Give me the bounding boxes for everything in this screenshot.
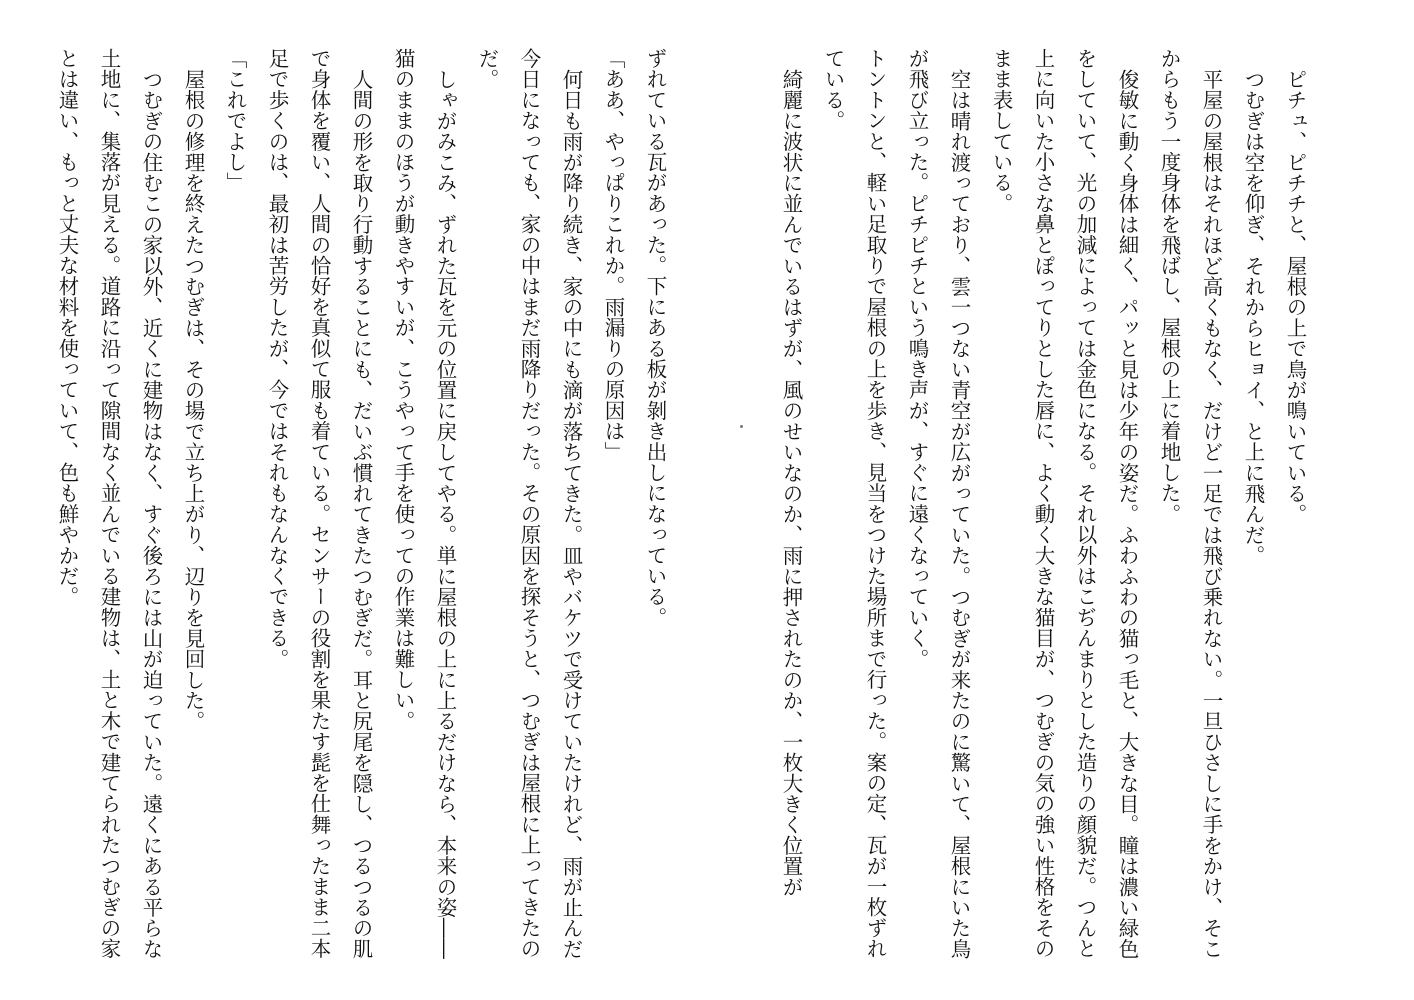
- right-page: [736, 48, 1316, 978]
- dialogue-line: 「ああ、やっぱりこれか。雨漏りの原因は」: [601, 48, 625, 462]
- paragraph: ピチュ、ピチチと、屋根の上で鳥が鳴いている。: [1283, 68, 1307, 524]
- left-page: [36, 48, 676, 978]
- paragraph: 平屋の屋根はそれほど高くもなく、だけど一足では飛び乗れない。一旦ひさしに手をかけ、そこからもう一度身体を飛ばし、屋根の上に着地した。: [1157, 48, 1223, 959]
- paragraph: 綺麗に波状に並んでいるはずが、風のせいなのか、雨に押されたのか、一枚大きく位置が: [779, 68, 803, 897]
- paragraph: つむぎの住むこの家以外、近くに建物はなく、すぐ後ろには山が迫っていた。遠くにある平らな土地に、集落が見える。道路に沿って隙間なく並んでいる建物は、土と木で建てられたつむぎの家とは違い、もっと丈夫な材料を使っていて、色も鮮やかだ。: [55, 48, 163, 959]
- gutter-dot: [740, 425, 743, 428]
- paragraph: つむぎは空を仰ぎ、それからヒョイ、と上に飛んだ。: [1241, 68, 1265, 566]
- paragraph: トントンと、軽い足取りで屋根の上を歩き、見当をつけた場所まで行った。案の定、瓦が一枚ずれている。: [821, 48, 887, 959]
- paragraph: 俊敏に動く身体は細く、パッと見は少年の姿だ。ふわふわの猫っ毛と、大きな目。瞳は濃い緑色をしていて、光の加減によっては金色になる。それ以外はこぢんまりとした造りの顔貌だ。つんと上に向いた小さな鼻とぽってりとした唇に、よく動く大きな猫目が、つむぎの気の強い性格をそのまま表している。: [989, 48, 1139, 959]
- paragraph: 屋根の修理を終えたつむぎは、その場で立ち上がり、辺りを見回した。: [181, 68, 205, 731]
- paragraph: 何日も雨が降り続き、家の中にも滴が落ちてきた。皿やバケツで受けていたけれど、雨が止んだ今日になっても、家の中はまだ雨降りだった。その原因を探そうと、つむぎは屋根に上ってきたのだ。: [475, 48, 583, 959]
- paragraph: ずれている瓦があった。下にある板が剝き出しになっている。: [643, 48, 667, 628]
- paragraph: 人間の形を取り行動することにも、だいぶ慣れてきたつむぎだ。耳と尻尾を隠し、つるつるの肌で身体を覆い、人間の恰好を真似て服も着ている。センサーの役割を果たす髭を仕舞ったまま二本足で歩くのは、最初は苦労したが、今ではそれもなんなくできる。: [265, 48, 373, 959]
- dialogue-line: 「これでよし」: [223, 48, 247, 193]
- paragraph: 空は晴れ渡っており、雲一つない青空が広がっていた。つむぎが来たのに驚いて、屋根にいた鳥が飛び立った。ピチピチという鳴き声が、すぐに遠くなっていく。: [905, 48, 971, 959]
- paragraph: しゃがみこみ、ずれた瓦を元の位置に戻してやる。単に屋根の上に上るだけなら、本来の姿――猫のままのほうが動きやすいが、こうやって手を使っての作業は難しい。: [391, 48, 457, 959]
